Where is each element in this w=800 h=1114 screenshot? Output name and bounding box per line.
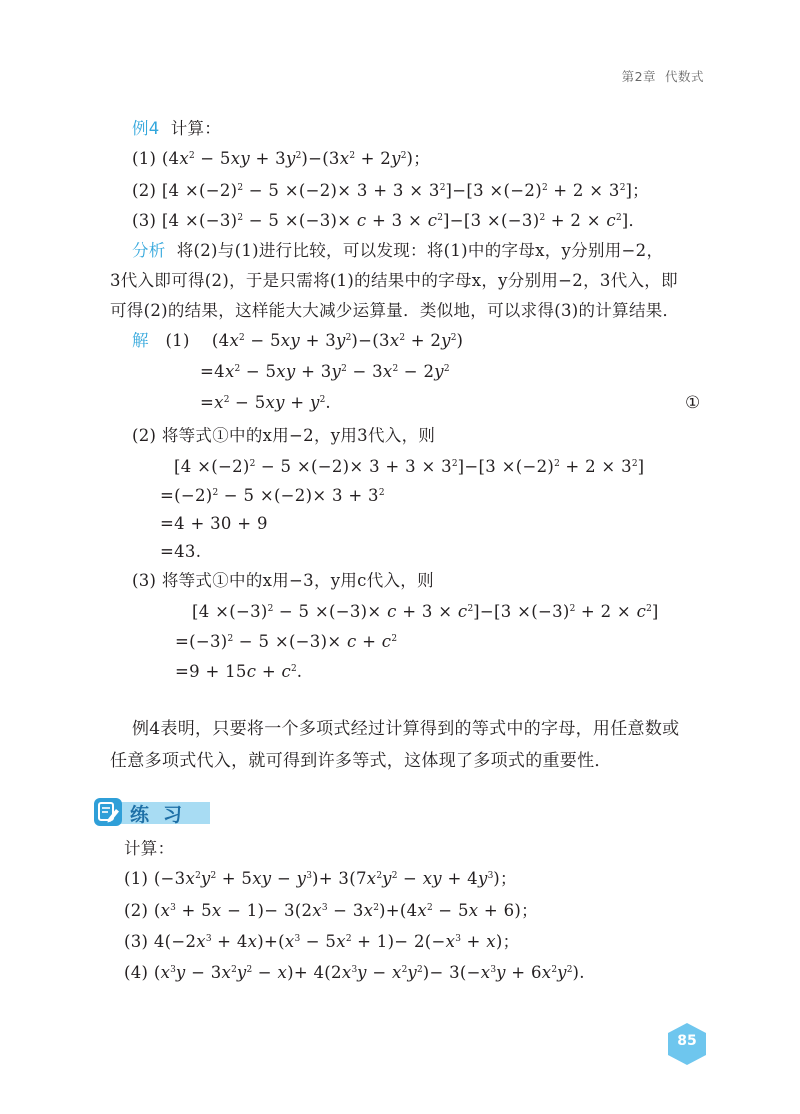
solution-2-intro: (2) 将等式①中的x用−2，y用3代入，则: [132, 426, 436, 445]
problem-2: (2) $[4 \times(-2)^2 - 5 \times(-2)\times 3 + 3 \times 3^2]-[3 \times(-2)^2 + 2 \times 3^2]$；: [132, 181, 649, 200]
solution-3-expr: $[4 \times(-3)^2 - 5 \times(-3)\times c + 3 \times c^2]-[3 \times(-3)^2 + 2 \times c^2]$: [192, 602, 659, 621]
analysis-line-2: 3代入即可得(2)，于是只需将(1)的结果中的字母x，y分别用−2，3代入，即: [110, 271, 678, 290]
solution-line-1: 解 (1) $(4x^2 - 5xy + 3y^2)-(3x^2 + 2y^2)$: [132, 331, 464, 350]
example-heading: [132, 118, 221, 140]
solution-1-step-1: $=4x^2 - 5xy + 3y^2 - 3x^2 - 2y^2$: [200, 362, 450, 381]
analysis-line-1: [132, 240, 663, 262]
chapter-number: 第2章: [621, 69, 657, 84]
problem-3: (3) $[4 \times(-3)^2 - 5 \times(-3)\times c + 3 \times c^2]-[3 \times(-3)^2 + 2 \times c^2]$．: [132, 211, 646, 230]
exercise-banner: [94, 798, 210, 828]
exercise-4: (4) $(x^3y - 3x^2y^2 - x)+ 4(2x^3y - x^2y^2)- 3(-x^3y + 6x^2y^2)$.: [124, 963, 585, 982]
solution-3-step-1: $=(-3)^2 - 5 \times(-3)\times c + c^2$: [175, 632, 398, 651]
analysis-line-3: 可得(2)的结果，这样能大大减少运算量．类似地，可以求得(3)的计算结果．: [110, 301, 680, 320]
solution-3-step-2: $=9 + 15c + c^2$.: [175, 662, 303, 681]
solution-2-step-3: =43.: [160, 542, 202, 561]
solution-label: 解: [132, 331, 149, 350]
page-number-badge: [664, 1021, 710, 1067]
exercise-title: 练习: [130, 804, 197, 826]
running-header: [622, 67, 704, 85]
exercise-task: 计算：: [124, 839, 175, 858]
solution-2-expr: $[4 \times(-2)^2 - 5 \times(-2)\times 3 + 3 \times 3^2]-[3 \times(-2)^2 + 2 \times 3^2]$: [174, 457, 645, 476]
conclusion-line-2: 任意多项式代入，就可得到许多等式，这体现了多项式的重要性．: [110, 751, 612, 771]
conclusion-line-1: 例4表明，只要将一个多项式经过计算得到的等式中的字母，用任意数或: [132, 719, 680, 739]
pencil-note-icon: [94, 798, 122, 826]
example-task: 计算：: [170, 119, 222, 138]
exercise-3: (3) $4(-2x^3 + 4x)+(x^3 - 5x^2 + 1)- 2(-x^3 + x)$；: [124, 932, 520, 951]
exercise-1: (1) $(-3x^2y^2 + 5xy - y^3)+ 3(7x^2y^2$ − xy + $4y^3$)；: [124, 869, 517, 888]
analysis-label: 分析: [132, 241, 166, 260]
solution-3-intro: (3) 将等式①中的x用−3，y用c代入，则: [132, 571, 434, 590]
solution-1-step-2: $=x^2 - 5xy + y^2$.: [200, 393, 331, 412]
analysis-text-1: 将(2)与(1)进行比较，可以发现：将(1)中的字母x，y分别用−2，: [176, 241, 664, 260]
equation-marker-1: ①: [685, 393, 701, 413]
page-number: 85: [677, 1033, 697, 1049]
solution-2-step-1: $=(-2)^2 - 5 \times(-2)\times 3 + 3^2$: [160, 486, 385, 505]
chapter-title: 代数式: [664, 69, 704, 84]
example-label: 例4: [132, 119, 160, 138]
exercise-2: (2) $(x^3 + 5x - 1)- 3(2x^3 - 3x^2)+(4x^2 - 5x + 6)$；: [124, 901, 538, 920]
problem-1: (1) $(4x^2 - 5xy + 3y^2)-(3x^2 + 2y^2)$；: [132, 149, 430, 168]
solution-2-step-2: =4 + 30 + 9: [160, 514, 268, 533]
